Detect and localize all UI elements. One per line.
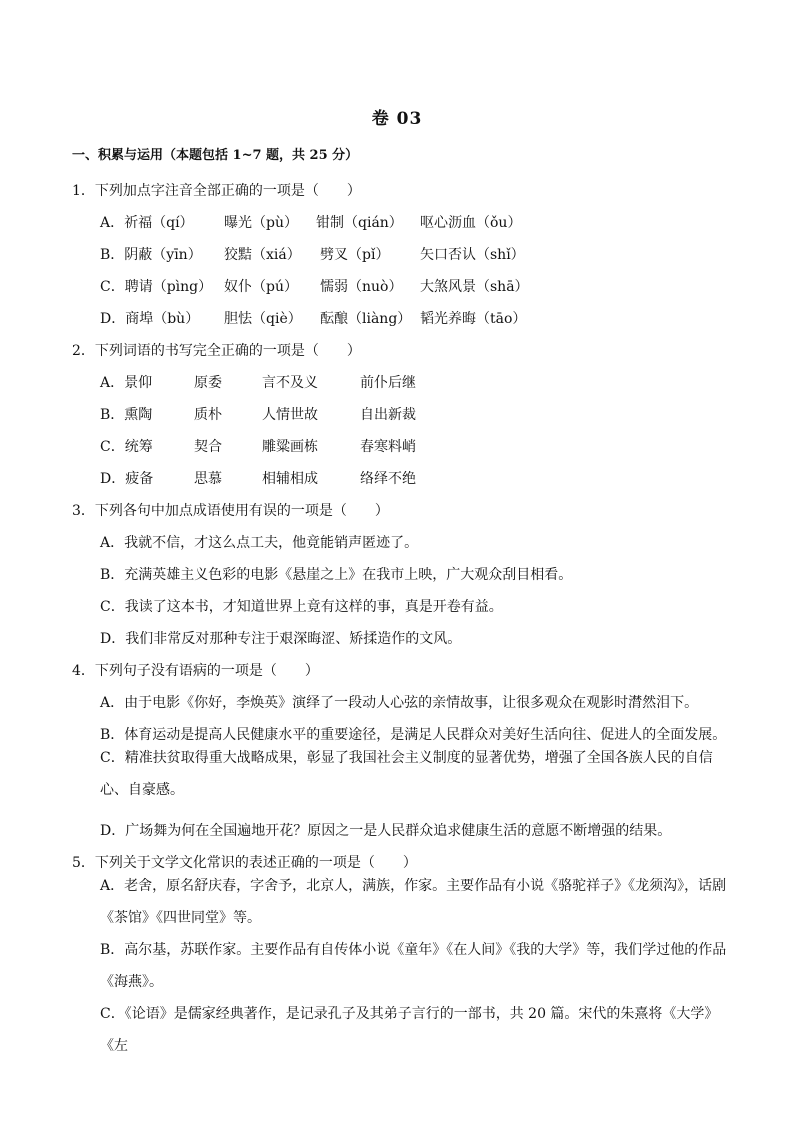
option-cell: 契合 [194,439,222,455]
option-cell: 曝光（pù） [224,215,298,231]
question-4-option-d: D．广场舞为何在全国遍地开花？原因之一是人民群众追求健康生活的意愿不断增强的结果。 [100,823,672,839]
option-cell: 狡黠（xiá） [224,247,301,263]
section-heading: 一、积累与运用（本题包括 1~7 题，共 25 分） [72,148,359,163]
option-cell: C．聘请（pìng） [100,279,213,295]
option-cell: 前仆后继 [360,375,416,391]
option-cell: 劈叉（pǐ） [320,247,390,263]
option-cell: C．统筹 [100,439,153,455]
option-cell: 言不及义 [262,375,318,391]
option-cell: 质朴 [194,407,222,423]
option-cell: 懦弱（nuò） [320,279,403,295]
option-cell: 春寒料峭 [360,439,416,455]
question-4-option-b: B．体育运动是提高人民健康水平的重要途径，是满足人民群众对美好生活向往、促进人的全面发展。 [100,727,727,743]
option-cell: 自出新裁 [360,407,416,423]
option-cell: 大煞风景（shā） [420,279,529,295]
option-cell: 胆怯（qiè） [224,311,302,327]
option-cell: 雕粱画栋 [262,439,318,455]
option-cell: D．疲备 [100,471,154,487]
option-cell: B．阴蔽（yīn） [100,247,202,263]
question-3-option-d: D．我们非常反对那种专注于艰深晦涩、矫揉造作的文风。 [100,631,462,647]
option-cell: 酝酿（liàng） [320,311,412,327]
option-cell: 钳制（qián） [316,215,403,231]
question-5-stem: 5．下列关于文学文化常识的表述正确的一项是（ ） [72,855,417,871]
option-cell: 原委 [194,375,222,391]
paper-title: 卷 03 [371,109,423,129]
question-1-stem: 1．下列加点字注音全部正确的一项是（ ） [72,183,361,199]
option-cell: 相辅相成 [262,471,318,487]
question-2-stem: 2．下列词语的书写完全正确的一项是（ ） [72,343,361,359]
option-cell: 人情世故 [262,407,318,423]
option-cell: D．商埠（bù） [100,311,200,327]
option-cell: 呕心沥血（ǒu） [420,215,522,231]
question-4-option-c: C．精准扶贫取得重大战略成果，彰显了我国社会主义制度的显著优势，增强了全国各族人民的自信心、自豪感。 [100,750,713,798]
option-cell: 矢口否认（shǐ） [420,247,525,263]
question-5-option-b: B．高尔基，苏联作家。主要作品有自传体小说《童年》《在人间》《我的大学》等，我们学过他的作品《海燕》。 [100,942,727,990]
option-cell: B．熏陶 [100,407,153,423]
question-5-option-c: C．《论语》是儒家经典著作，是记录孔子及其弟子言行的一部书，共 20 篇。宋代的朱熹将《大学》《左 [100,1006,719,1054]
question-3-stem: 3．下列各句中加点成语使用有误的一项是（ ） [72,503,389,519]
option-cell: A．景仰 [100,375,153,391]
option-cell: 韬光养晦（tāo） [420,311,527,327]
option-cell: 奴仆（pú） [224,279,298,295]
question-3-option-a: A．我就不信，才这么点工夫，他竟能销声匿迹了。 [100,535,419,551]
question-4-stem: 4．下列句子没有语病的一项是（ ） [72,663,319,679]
question-5-option-a: A．老舍，原名舒庆春，字舍予，北京人，满族，作家。主要作品有小说《骆驼祥子》《龙须沟》，话剧《茶馆》《四世同堂》等。 [100,878,727,926]
option-cell: A．祈福（qí） [100,215,194,231]
question-3-option-c: C．我读了这本书，才知道世界上竟有这样的事，真是开卷有益。 [100,599,503,615]
question-4-option-a: A．由于电影《你好，李焕英》演绎了一段动人心弦的亲情故事，让很多观众在观影时潸然泪下。 [100,695,699,711]
option-cell: 络绎不绝 [360,471,416,487]
question-3-option-b: B．充满英雄主义色彩的电影《悬崖之上》在我市上映，广大观众刮目相看。 [100,567,573,583]
option-cell: 思慕 [194,471,222,487]
